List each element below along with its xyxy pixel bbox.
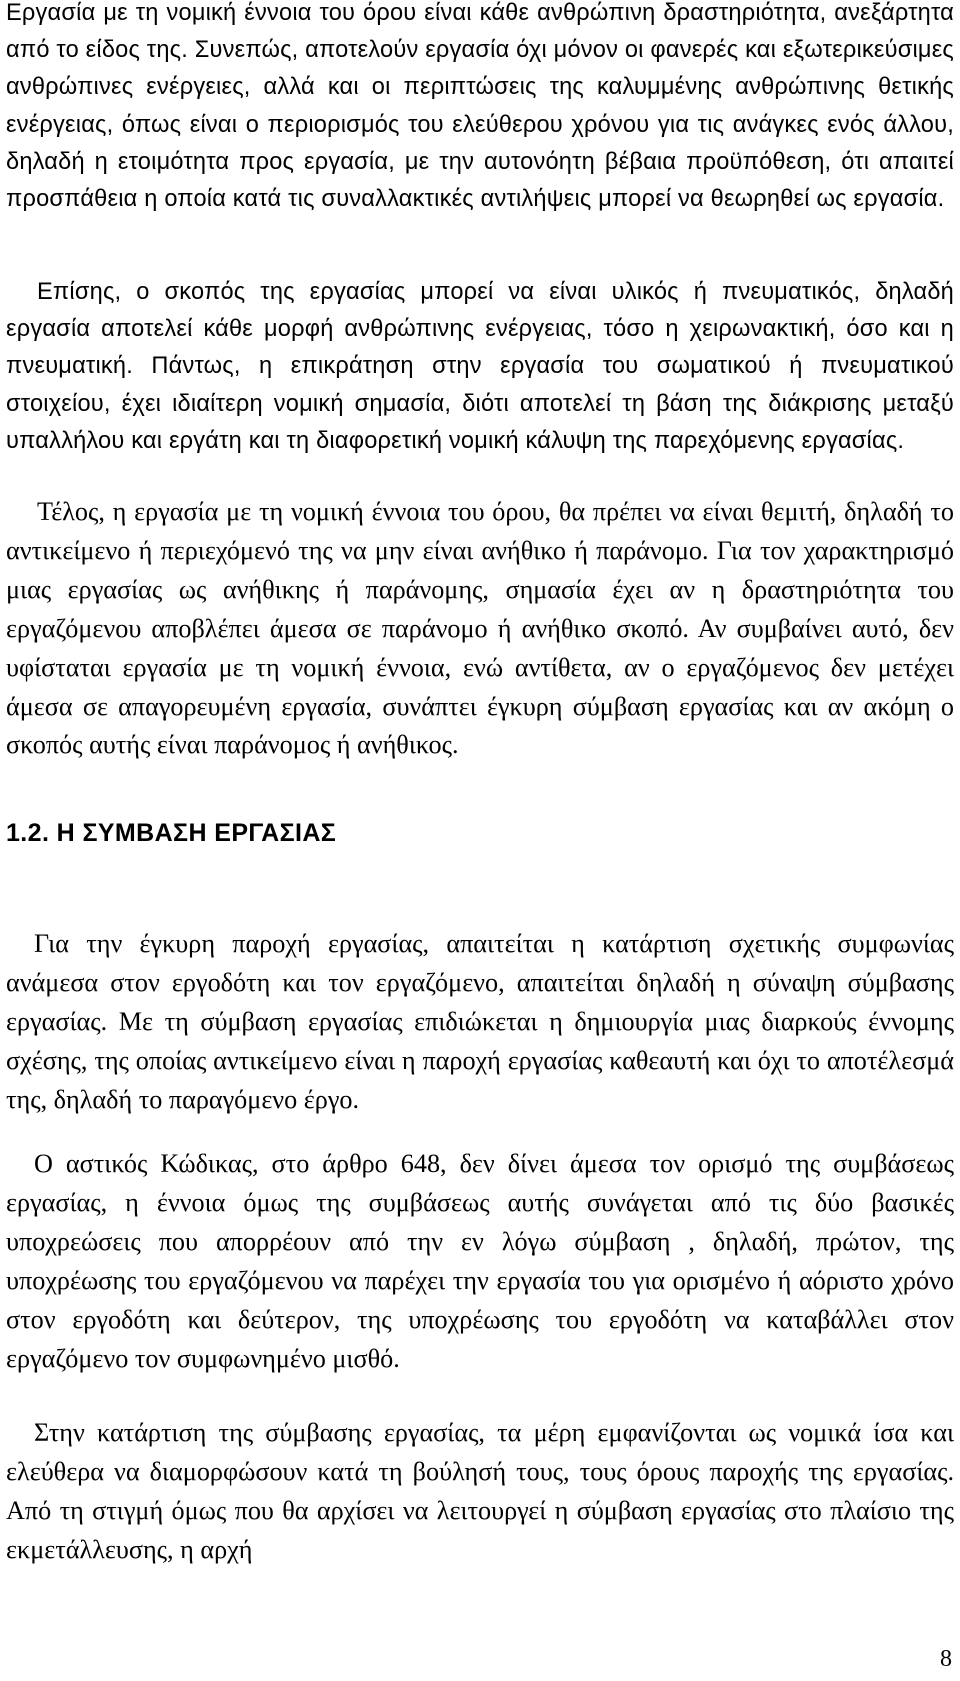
paragraph-lawful-work: Τέλος, η εργασία με τη νομική έννοια του όρου, θα πρέπει να είναι θεμιτή, δηλαδή το αντικείμενο ή περιεχόμενό της να μην είναι ανήθικο ή παράνομο. Για τον χαρακτηρισμό μιας εργασίας ως ανήθικης ή παράνομης, σημασία έχει αν η δραστηριότητα του εργαζόμενου αποβλέπει άμεσα σε παράνομο ή ανήθικο σκοπό. Αν συμβαίνει αυτό, δεν υφίσταται εργασία με τη νομική έννοια, ενώ αντίθετα, αν ο εργαζόμενος δεν μετέχει άμεσα σε απαγορευμένη εργασία, συνάπτει έγκυρη σύμβαση εργασίας και αν ακόμη ο σκοπός αυτής είναι παράνομος ή ανήθικος. bbox=[6, 497, 954, 760]
paragraph-definition-of-work: Εργασία με τη νομική έννοια του όρου είναι κάθε ανθρώπινη δραστηριότητα, ανεξάρτητα από το είδος της. Συνεπώς, αποτελούν εργασία όχι μόνον οι φανερές και εξωτερικεύσιμες ανθρώπινες ενέργειες, αλλά και οι περιπτώσεις της καλυμμένης ανθρώπινης θετικής ενέργειας, όπως είναι ο περιορισμός του ελεύθερου χρόνου για τις ανάγκες ενός άλλου, δηλαδή η ετοιμότητα προς εργασία, με την αυτονόητη βέβαια προϋπόθεση, ότι απαιτεί προσπάθεια η οποία κατά τις συναλλακτικές αντιλήψεις μπορεί να θεωρηθεί ως εργασία. bbox=[6, 0, 954, 213]
section-heading: 1.2. Η ΣΥΜΒΑΣΗ ΕΡΓΑΣΙΑΣ bbox=[6, 819, 337, 847]
paragraph-civil-code-648: Ο αστικός Κώδικας, στο άρθρο 648, δεν δίνει άμεσα τον ορισμό της συμβάσεως εργασίας, η έννοια όμως της συμβάσεως αυτής συνάγεται από τις δύο βασικές υποχρεώσεις που απορρέουν από την εν λόγω σύμβαση , δηλαδή, πρώτον, της υποχρέωσης του εργαζόμενου να παρέχει την εργασία του για ορισμένο ή αόριστο χρόνο στον εργοδότη και δεύτερον, της υποχρέωσης του εργοδότη να καταβάλλει στον εργαζόμενο τον συμφωνημένο μισθό. bbox=[6, 1149, 954, 1373]
page-number: 8 bbox=[940, 1646, 952, 1672]
paragraph-employment-contract: Για την έγκυρη παροχή εργασίας, απαιτείται η κατάρτιση σχετικής συμφωνίας ανάμεσα στον εργοδότη και τον εργαζόμενο, απαιτείται δηλαδή η σύναψη σύμβασης εργασίας. Με τη σύμβαση εργασίας επιδιώκεται η δημιουργία μιας διαρκούς έννομης σχέσης, της οποίας αντικείμενο είναι η παροχή εργασίας καθεαυτή και όχι το αποτέλεσμά της, δηλαδή το παραγόμενο έργο. bbox=[6, 929, 954, 1114]
paragraph-purpose-of-work: Επίσης, ο σκοπός της εργασίας μπορεί να είναι υλικός ή πνευματικός, δηλαδή εργασία αποτελεί κάθε μορφή ανθρώπινης ενέργειας, τόσο η χειρωνακτική, όσο και η πνευματική. Πάντως, η επικράτηση στην εργασία του σωματικού ή πνευματικού στοιχείου, έχει ιδιαίτερη νομική σημασία, διότι αποτελεί τη βάση της διάκρισης μεταξύ υπαλλήλου και εργάτη και τη διαφορετική νομική κάλυψη της παρεχόμενης εργασίας. bbox=[6, 279, 954, 454]
paragraph-contract-formation: Στην κατάρτιση της σύμβασης εργασίας, τα μέρη εμφανίζονται ως νομικά ίσα και ελεύθερα να διαμορφώσουν κατά τη βούλησή τους, τους όρους παροχής της εργασίας. Από τη στιγμή όμως που θα αρχίσει να λειτουργεί η σύμβαση εργασίας στο πλαίσιο της εκμετάλλευσης, η αρχή bbox=[6, 1418, 954, 1564]
